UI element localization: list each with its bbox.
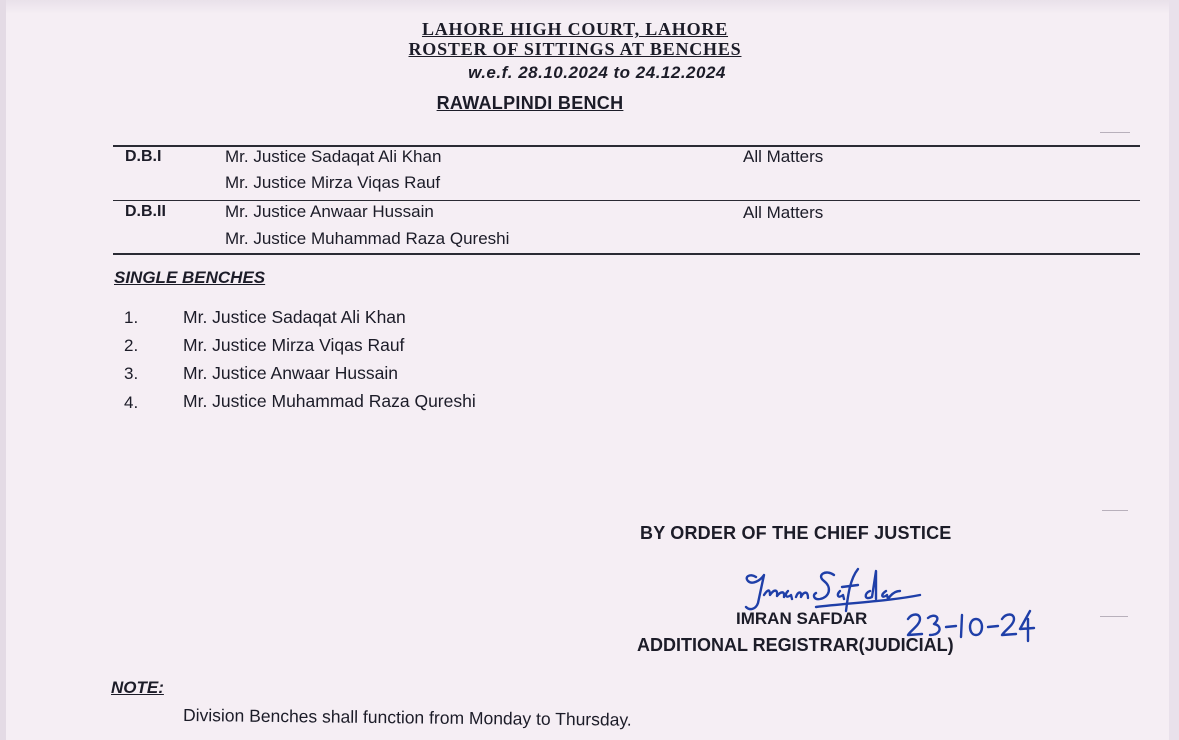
bench-matters: All Matters — [743, 147, 824, 166]
bench-judge: Mr. Justice Mirza Viqas Rauf — [225, 173, 441, 192]
note-label: NOTE: — [111, 678, 164, 697]
order-line: BY ORDER OF THE CHIEF JUSTICE — [640, 523, 952, 543]
effective-dates: w.e.f. 28.10.2024 to 24.12.2024 — [468, 63, 726, 82]
page-edge-top — [0, 0, 1179, 14]
list-number: 2. — [124, 336, 139, 355]
list-number: 1. — [124, 308, 139, 327]
scan-artifact — [1100, 132, 1130, 133]
judge-name: Mr. Justice Sadaqat Ali Khan — [183, 307, 406, 327]
judge-name: Mr. Justice Anwaar Hussain — [183, 363, 398, 383]
single-benches-heading: SINGLE BENCHES — [114, 268, 266, 287]
judge-name: Mr. Justice Muhammad Raza Qureshi — [183, 391, 476, 411]
bench-judge: Mr. Justice Anwaar Hussain — [225, 202, 434, 221]
bench-judge: Mr. Justice Sadaqat Ali Khan — [225, 147, 442, 166]
bench-code: D.B.II — [125, 203, 166, 220]
signer-name: IMRAN SAFDAR — [736, 609, 868, 628]
scan-artifact — [1102, 510, 1128, 511]
court-name: LAHORE HIGH COURT, LAHORE — [421, 19, 729, 39]
bench-code: D.B.I — [125, 148, 162, 165]
page-edge-right — [1169, 0, 1179, 740]
bench-judge: Mr. Justice Muhammad Raza Qureshi — [225, 229, 510, 248]
list-number: 3. — [124, 364, 139, 383]
list-number: 4. — [124, 393, 139, 412]
table-bottom-rule — [113, 253, 1140, 255]
note-text: Division Benches shall function from Monday to Thursday. — [182, 705, 632, 730]
roster-title: ROSTER OF SITTINGS AT BENCHES — [408, 39, 742, 59]
signer-title: ADDITIONAL REGISTRAR(JUDICIAL) — [637, 635, 954, 655]
bench-name: RAWALPINDI BENCH — [436, 93, 624, 113]
bench-matters: All Matters — [743, 203, 824, 222]
judge-name: Mr. Justice Mirza Viqas Rauf — [183, 335, 405, 355]
scan-artifact — [1100, 616, 1128, 617]
table-row-rule — [113, 200, 1140, 201]
